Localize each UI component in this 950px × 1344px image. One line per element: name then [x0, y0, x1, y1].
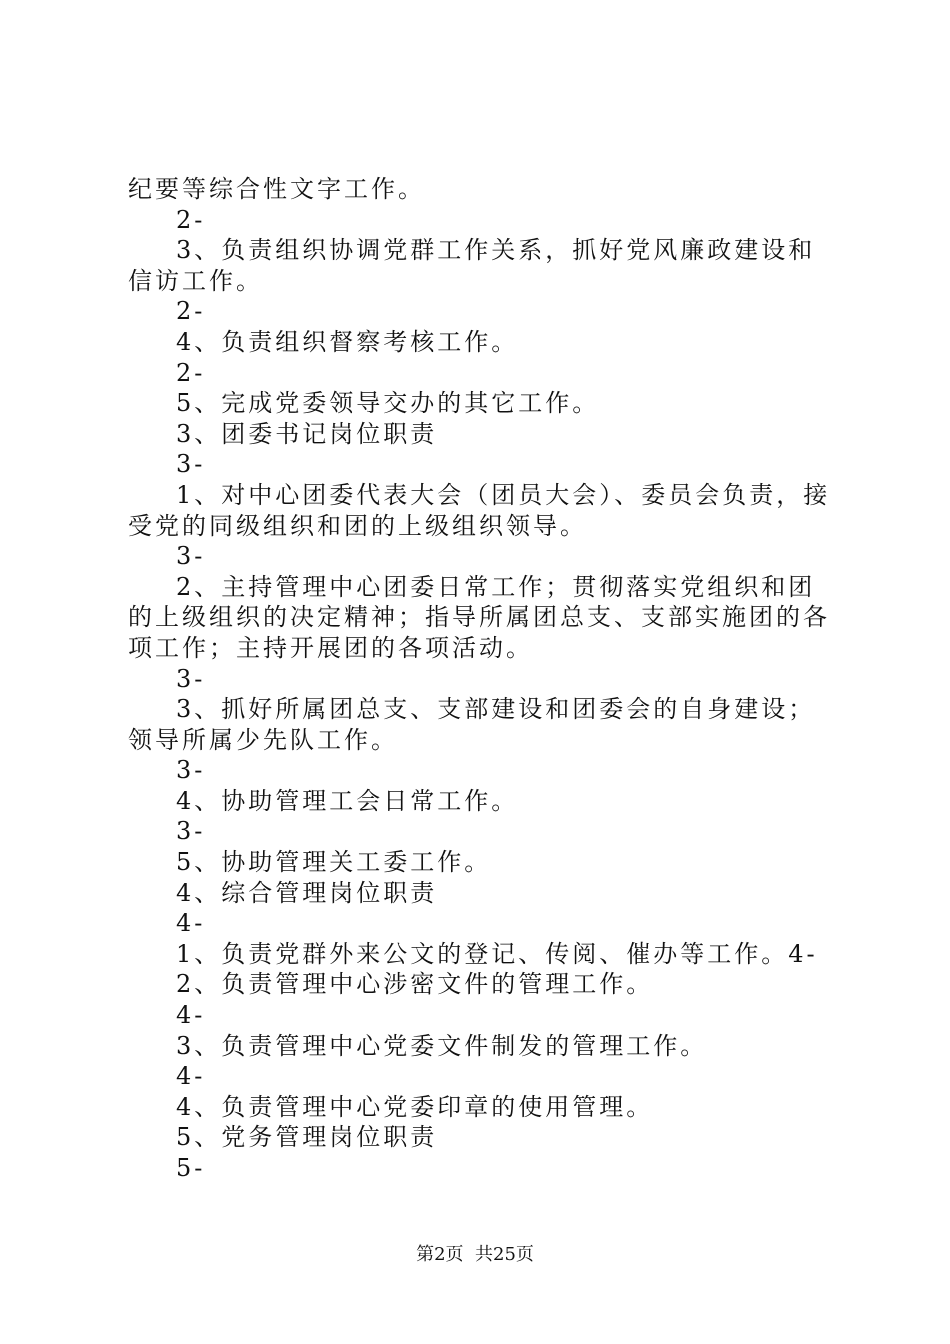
page-total: 共25页	[475, 1244, 534, 1265]
page-number: 第2页	[416, 1244, 464, 1265]
document-paragraph: 3-	[176, 756, 206, 785]
document-paragraph: 4、综合管理岗位职责	[176, 878, 438, 907]
document-paragraph: 1、对中心团委代表大会（团员大会）、委员会负责，接受党的同级组织和团的上级组织领导。	[128, 480, 831, 540]
document-paragraph: 4、负责管理中心党委印章的使用管理。	[176, 1092, 654, 1121]
document-paragraph: 3、负责组织协调党群工作关系，抓好党风廉政建设和信访工作。	[128, 236, 816, 295]
document-paragraph: 1、负责党群外来公文的登记、传阅、催办等工作。4-	[176, 939, 818, 968]
page-footer	[0, 1240, 950, 1266]
document-paragraph: 纪要等综合性文字工作。	[128, 175, 425, 203]
document-paragraph: 4-	[176, 1001, 206, 1030]
document-paragraph: 2-	[176, 297, 206, 326]
document-paragraph: 3、抓好所属团总支、支部建设和团委会的自身建设；领导所属少先队工作。	[128, 695, 816, 754]
document-paragraph: 5、协助管理关工委工作。	[176, 848, 492, 877]
document-paragraph: 2-	[176, 358, 206, 387]
document-paragraph: 4-	[176, 909, 206, 938]
document-paragraph: 4、负责组织督察考核工作。	[176, 327, 519, 356]
document-paragraph: 4、协助管理工会日常工作。	[176, 786, 519, 815]
document-paragraph: 3-	[176, 450, 206, 479]
document-paragraph: 3-	[176, 817, 206, 846]
footer-spacer	[464, 1244, 475, 1265]
document-paragraph: 3、团委书记岗位职责	[176, 419, 438, 448]
document-body	[128, 174, 842, 1184]
document-paragraph: 3-	[176, 542, 206, 571]
document-paragraph: 5、完成党委领导交办的其它工作。	[176, 389, 600, 418]
document-paragraph: 3、负责管理中心党委文件制发的管理工作。	[176, 1031, 708, 1060]
document-paragraph: 4-	[176, 1062, 206, 1091]
document-paragraph: 2、负责管理中心涉密文件的管理工作。	[176, 970, 654, 999]
document-paragraph: 5、党务管理岗位职责	[176, 1123, 438, 1152]
document-paragraph: 5-	[176, 1154, 206, 1182]
document-paragraph: 2、主持管理中心团委日常工作；贯彻落实党组织和团的上级组织的决定精神；指导所属团总支、支部实施团的各项工作；主持开展团的各项活动。	[128, 572, 830, 662]
document-paragraph: 2-	[176, 205, 206, 234]
document-paragraph: 3-	[176, 664, 206, 693]
